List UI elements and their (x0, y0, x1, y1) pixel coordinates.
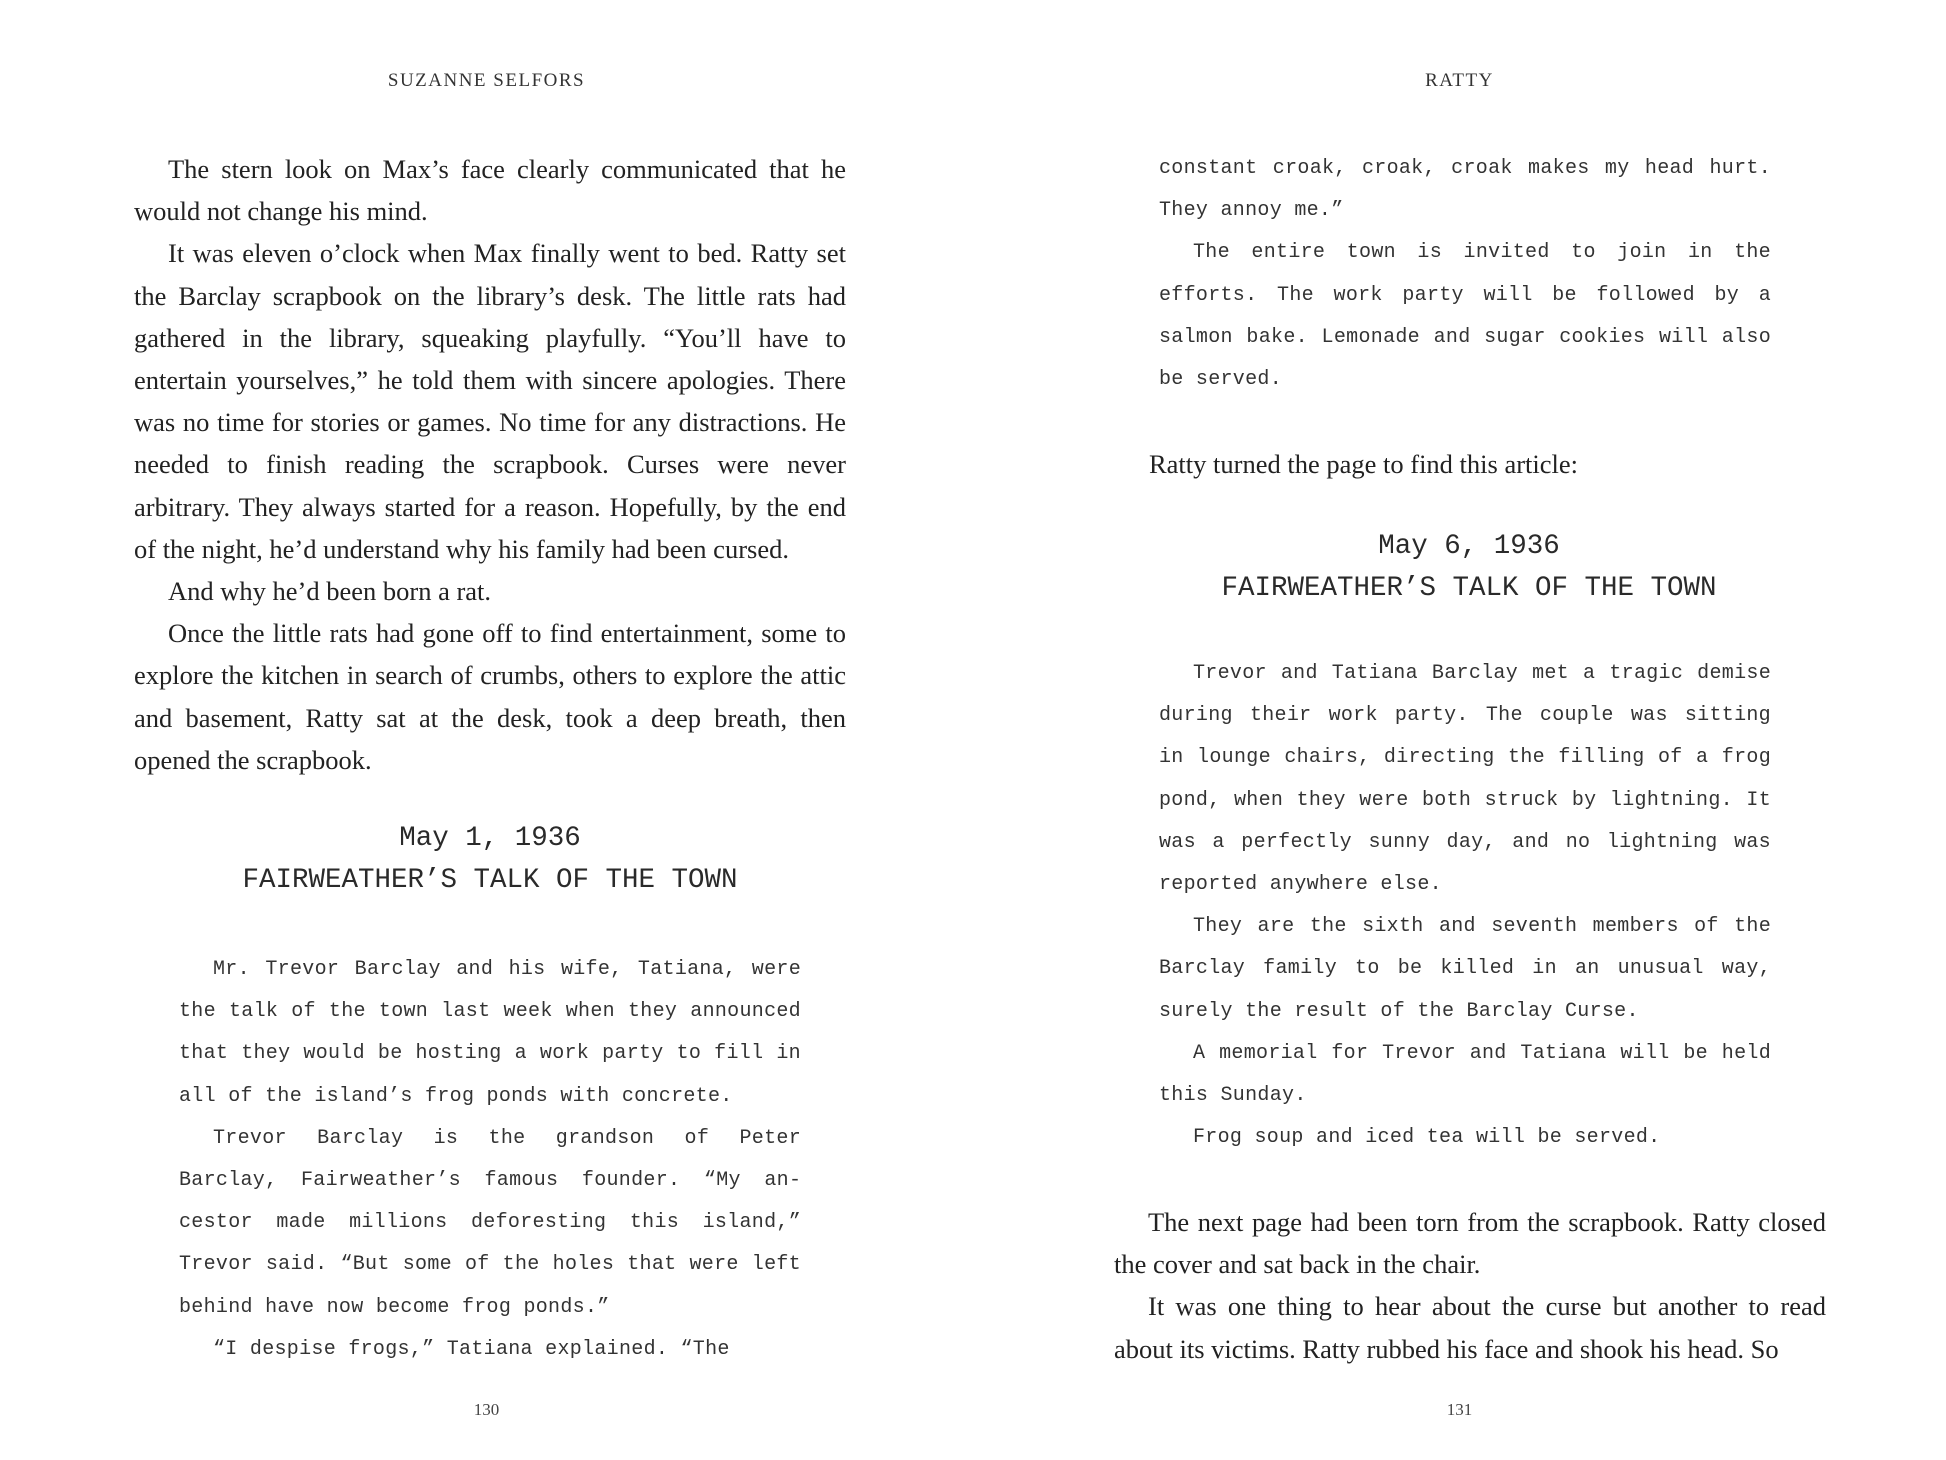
prose-paragraph: It was one thing to hear about the curse but another to read about its victims. Ratty rubbed his face and shook his head. So (1114, 1291, 1826, 1364)
article-paragraph: They are the sixth and seventh members of the Barclay family to be killed in an unusual way, surely the result of the Barclay Curse. (1159, 915, 1771, 1023)
transition-line: Ratty turned the page to find this article: (1149, 449, 1579, 479)
page-number: 131 (1446, 1400, 1473, 1419)
running-head-title: RATTY (1425, 70, 1494, 91)
running-head-author: SUZANNE SELFORS (387, 70, 586, 91)
continued-article-body (1159, 148, 1771, 401)
article-body (179, 949, 801, 1371)
article-paragraph: Trevor Barclay is the grandson of Peter Barclay, Fairweather’s famous founder. “My ancestor made millions deforesting this island,” Trevor said. “But some of the holes that were left behind have now become frog ponds.” (179, 1126, 801, 1319)
article-headline (134, 818, 846, 902)
transition-line-block (1149, 443, 1861, 485)
article-date: May 6, 1936 (1378, 531, 1560, 562)
article-headline (1113, 526, 1825, 610)
article-paragraph: “I despise frogs,” Tatiana explained. “The (213, 1337, 730, 1361)
right-page (973, 0, 1946, 1460)
article-paragraph: Mr. Trevor Barclay and his wife, Tatiana, were the talk of the town last week when they announced that they would be hosting a work party to fill in all of the island’s frog ponds with concrete. (179, 958, 801, 1108)
article-date: May 1, 1936 (399, 823, 581, 854)
prose-paragraph: And why he’d been born a rat. (168, 576, 492, 607)
prose-paragraph: The next page had been torn from the scrapbook. Ratty closed the cover and sat back in the chair. (1114, 1207, 1826, 1280)
article-body (1159, 653, 1771, 1159)
article-paragraph: A memorial for Trevor and Tatiana will be held this Sunday. (1159, 1041, 1771, 1108)
article-column-title: FAIRWEATHER’S TALK OF THE TOWN (242, 865, 738, 896)
prose-paragraph: The stern look on Max’s face clearly communicated that he would not change his mind. (134, 154, 846, 227)
article-paragraph: constant croak, croak, croak makes my head hurt. They annoy me.” (1159, 157, 1771, 223)
article-column-title: FAIRWEATHER’S TALK OF THE TOWN (1221, 573, 1717, 604)
prose-block (134, 148, 846, 781)
page-number: 130 (473, 1400, 500, 1419)
prose-paragraph: Once the little rats had gone off to find entertainment, some to explore the kitchen in search of crumbs, others to explore the attic and basement, Ratty sat at the desk, took a deep breath, then opened the scrapbook. (134, 618, 846, 775)
prose-block (1114, 1201, 1826, 1370)
article-paragraph: Frog soup and iced tea will be served. (1193, 1126, 1661, 1150)
article-paragraph: Trevor and Tatiana Barclay met a tragic demise during their work party. The couple was sitting in lounge chairs, directing the filling of a frog pond, when they were both struck by lightning. It was a perfectly sunny day, and no lightning was reported anywhere else. (1159, 662, 1771, 897)
prose-paragraph: It was eleven o’clock when Max finally went to bed. Ratty set the Barclay scrapbook on the library’s desk. The little rats had gathered in the library, squeaking playfully. “You’ll have to entertain yourselves,” he told them with sincere apologies. There was no time for stories or games. No time for any distractions. He needed to finish reading the scrapbook. Curses were never arbitrary. They always started for a reason. Hopefully, by the end of the night, he’d understand why his family had been cursed. (134, 238, 846, 564)
article-paragraph: The entire town is invited to join in the efforts. The work party will be followed by a salmon bake. Lemonade and sugar cookies will also be served. (1159, 241, 1771, 392)
